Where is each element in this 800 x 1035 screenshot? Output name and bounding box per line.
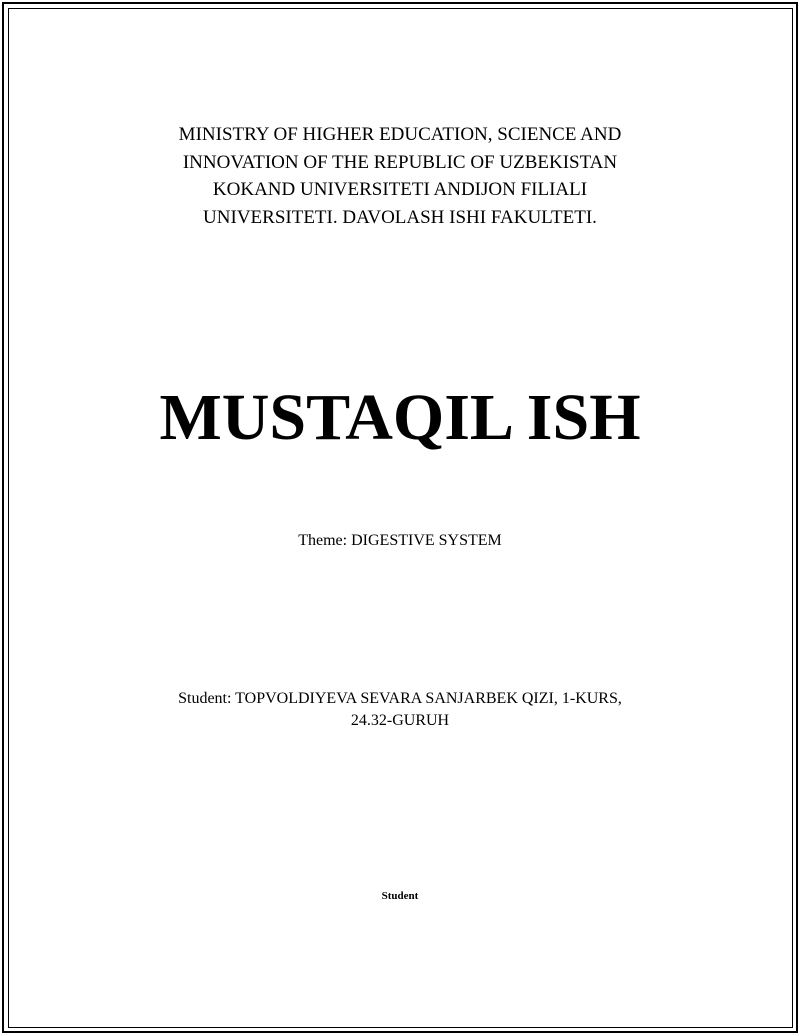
student-info-line: Student: TOPVOLDIYEVA SEVARA SANJARBEK QIZI, 1-KURS,	[178, 690, 622, 707]
ministry-header	[0, 121, 800, 231]
ministry-header-line: UNIVERSITETI. DAVOLASH ISHI FAKULTETI.	[203, 206, 597, 228]
student-info-line: 24.32-GURUH	[350, 712, 450, 729]
ministry-header-line: KOKAND UNIVERSITETI ANDIJON FILIALI	[212, 179, 588, 200]
document-title: MUSTAQIL ISH	[159, 381, 641, 454]
theme-text: Theme: DIGESTIVE SYSTEM	[298, 532, 502, 549]
ministry-header-line: INNOVATION OF THE REPUBLIC OF UZBEKISTAN	[182, 151, 618, 173]
student-label: Student	[381, 890, 419, 902]
ministry-header-line: MINISTRY OF HIGHER EDUCATION, SCIENCE AND	[178, 124, 622, 145]
student-info	[0, 688, 800, 732]
